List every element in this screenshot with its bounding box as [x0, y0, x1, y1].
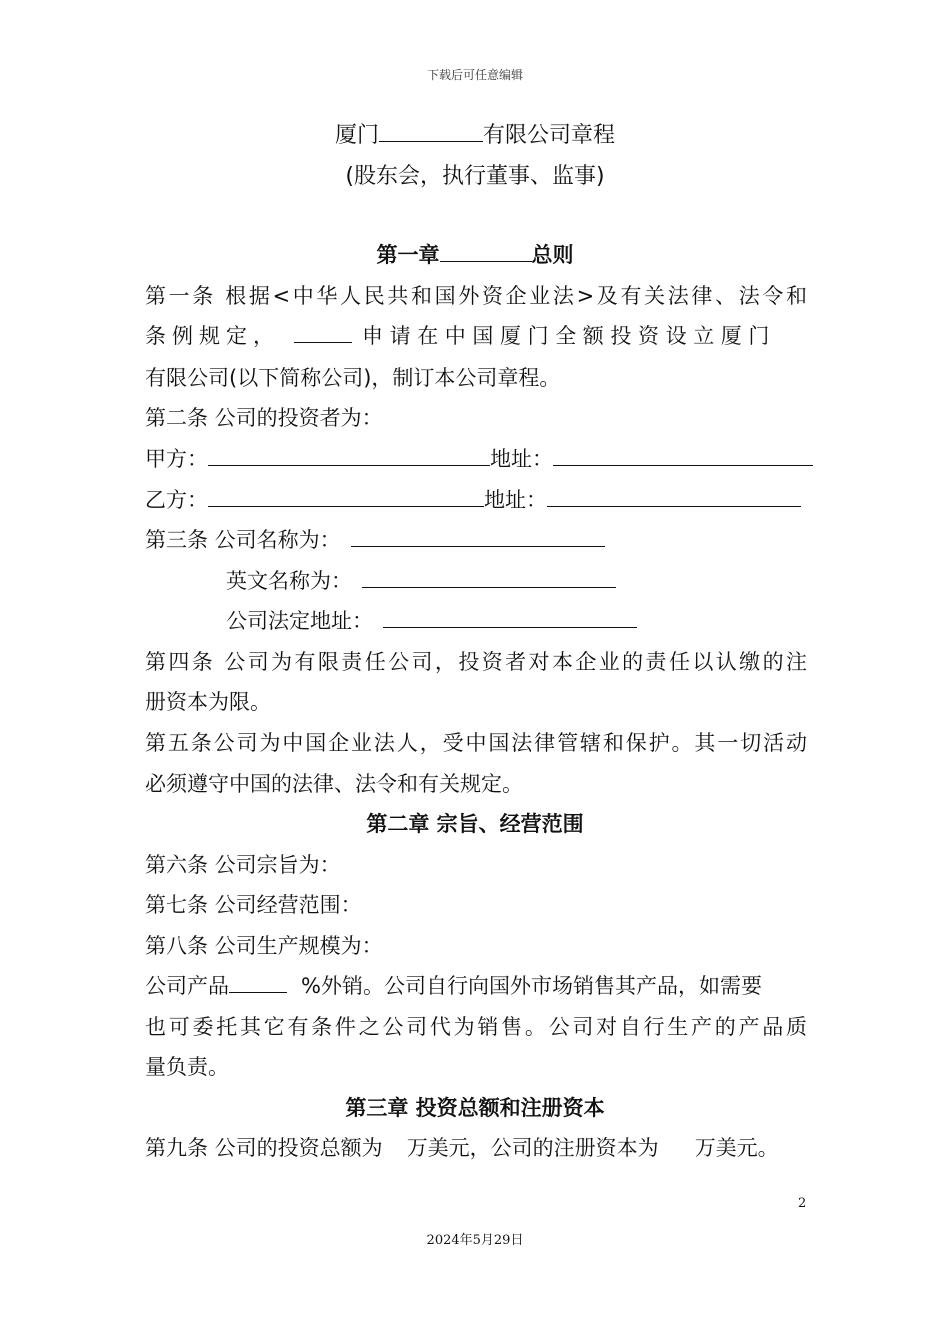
- article-8-line-3: 量负责。: [145, 1055, 229, 1079]
- article-8-text: 第八条 公司生产规模为：: [145, 934, 383, 958]
- chapter-1-heading: [0, 239, 950, 269]
- english-name-label: 英文名称为：: [226, 569, 352, 593]
- party-b-blank: [208, 484, 484, 507]
- company-name-label: 第三条 公司名称为：: [145, 528, 341, 552]
- legal-address-row: [226, 605, 637, 635]
- article-4-line-2: 册资本为限。: [145, 690, 271, 714]
- article-5-line-2: 必须遵守中国的法律、法令和有关规定。: [145, 772, 523, 796]
- header-note: 下载后可任意编辑: [426, 68, 523, 82]
- party-b-address-blank: [547, 484, 801, 507]
- article-1-line-1: 第一条 根据<中华人民共和国外资企业法>及有关法律、法令和: [145, 284, 807, 308]
- investor-blank: [294, 320, 352, 343]
- party-a-blank: [208, 443, 490, 466]
- products-suffix: %外销。公司自行向国外市场销售其产品，如需要: [301, 974, 762, 998]
- title-prefix: 厦门: [334, 123, 379, 148]
- chapter-2-heading: 第二章 宗旨、经营范围: [366, 812, 584, 836]
- document-title: [0, 118, 950, 149]
- title-suffix: 有限公司章程: [483, 123, 616, 148]
- article-1-suffix: 申请在中国厦门全额投资设立厦门: [362, 324, 776, 348]
- chapter-1-suffix: 总则: [531, 243, 574, 267]
- party-a-row: [145, 443, 813, 473]
- title-blank: [379, 119, 483, 142]
- footer-date: 2024年5月29日: [426, 1233, 524, 1248]
- english-name-row: [226, 565, 616, 595]
- article-9-text: [145, 1132, 779, 1162]
- english-name-blank: [362, 565, 616, 588]
- article-9-part-2: 万美元，公司的注册资本为: [406, 1136, 659, 1160]
- legal-address-label: 公司法定地址：: [226, 609, 373, 633]
- legal-address-blank: [383, 605, 637, 628]
- article-1-line-2: [145, 320, 807, 350]
- article-9-part-1: 第九条 公司的投资总额为: [145, 1136, 383, 1160]
- article-6-text: 第六条 公司宗旨为：: [145, 853, 341, 877]
- party-a-label: 甲方：: [145, 447, 208, 471]
- article-1-prefix: 条例规定，: [145, 324, 280, 348]
- article-5-line-1: 第五条公司为中国企业法人，受中国法律管辖和保护。其一切活动: [145, 731, 807, 755]
- export-percent-blank: [229, 970, 287, 993]
- party-a-address-label: 地址：: [490, 447, 553, 471]
- article-7-text: 第七条 公司经营范围：: [145, 893, 362, 917]
- page-number: 2: [798, 1196, 807, 1211]
- chapter-1-blank: [440, 239, 532, 262]
- article-8-products-row: [145, 970, 807, 1000]
- company-name-blank: [351, 524, 605, 547]
- article-4-line-1: 第四条 公司为有限责任公司，投资者对本企业的责任以认缴的注: [145, 650, 807, 674]
- article-3-name-row: [145, 524, 605, 554]
- chapter-3-heading: 第三章 投资总额和注册资本: [345, 1096, 605, 1120]
- party-a-address-blank: [553, 443, 813, 466]
- party-b-address-label: 地址：: [484, 488, 547, 512]
- article-1-line-3: 有限公司(以下简称公司)，制订本公司章程。: [145, 366, 561, 390]
- article-8-line-2: 也可委托其它有条件之公司代为销售。公司对自行生产的产品质: [145, 1015, 807, 1039]
- party-b-label: 乙方：: [145, 488, 208, 512]
- chapter-1-prefix: 第一章: [376, 243, 440, 267]
- document-subtitle: (股东会，执行董事、监事): [345, 164, 605, 189]
- article-2-text: 第二条 公司的投资者为：: [145, 406, 383, 430]
- party-b-row: [145, 484, 801, 514]
- products-prefix: 公司产品: [145, 974, 229, 998]
- article-9-part-3: 万美元。: [694, 1136, 779, 1160]
